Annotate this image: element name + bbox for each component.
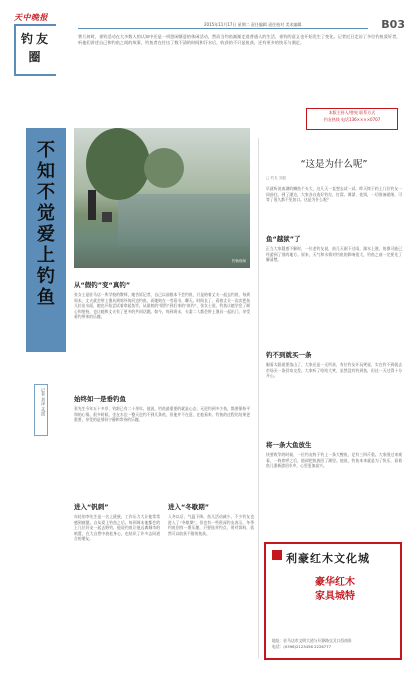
main-title: 不知不觉爱上钓鱼: [37, 140, 55, 308]
masthead: [14, 12, 74, 76]
page-number: B03: [381, 18, 405, 31]
right-article-title: “这是为什么呢”: [300, 159, 368, 170]
section-body: 入冬以后，气温下降，鱼儿活动减少，不少钓友也进入了“冬歇期”。但也有一些资深钓友表示，冬季钓鱼别有一番乐趣，只要选对钓点、用对饵料，依然可以收获不错的鱼获。: [168, 514, 254, 536]
main-title-box: [26, 128, 66, 352]
right-section-heading: 将一条大鱼放生: [266, 441, 312, 449]
ad-seal-icon: [272, 550, 282, 560]
section-heading: 进入“冬歇期”: [168, 503, 210, 511]
stamp-line-2: 钓友热线 电话136××××0707: [323, 117, 381, 122]
photo-caption: 钓鱼现场: [232, 259, 246, 263]
ad-main-line-1: 豪华红木: [315, 577, 355, 588]
section-body: 年轻的李先生是一名上班族，工作压力大让他常常感到疲惫。自从爱上钓鱼之后，每到周末他都会约上几位好友一起去野钓，他说钓鱼让他远离城市的喧嚣，在大自然中放松身心，也结识了许多志同道合的朋友。: [74, 514, 160, 542]
ad-main-line-2: 家具城特: [315, 591, 355, 602]
advertisement: [264, 542, 402, 660]
fishing-photo: [74, 128, 250, 268]
ad-phone: 电话：(0396)2123456 2226777: [272, 644, 332, 649]
right-article-byline: □ 钓友 刘振: [266, 176, 287, 180]
photo-person: [88, 190, 96, 220]
section-heading: 始终如一是垂钓鱼: [74, 395, 126, 403]
right-section-body: 快要收竿的时候，一位钓友终于钓上一条大鲤鱼，足有三四斤重。大家围过来观看，一阵欢呼之后，他却把鱼放回了湖里。他说，钓鱼本来就是为了快乐，看着鱼儿重新游回水中，心里更加高兴。: [266, 452, 402, 469]
section-body: 张先生今年五十多岁，钓龄已有二十余年。他说，钓鱼最重要的就是心态，无论钓到多少鱼，都要保持平和的心情。很多时候，坐在水边一整天也钓不到几条鱼，但他并不在意，在他看来，钓鱼的过程比结果更重要，享受的是那份宁静和等待的乐趣。: [74, 406, 250, 423]
issue-info: 2015年11月17日 星期二 责任编辑 责任校对 美术编辑: [204, 22, 302, 27]
stamp-line-1: 本版主持人/曾宪 联系方式: [328, 110, 376, 115]
contact-stamp: [306, 108, 398, 130]
ad-info: [272, 638, 398, 650]
newspaper-brand: 天中晚报: [14, 13, 48, 22]
header-rule: [78, 28, 368, 29]
section-frame: [14, 24, 56, 76]
section-heading: 从“假钓”变“真钓”: [74, 281, 131, 289]
page-intro: 曾几何时，垂钓活动在大多数人的认知中还是一项悠闲惬意的休闲活动，然而当钓鱼渐渐走进普通人的生活，垂钓的意义也开始发生了变化。记者近日走访了多位钓鱼爱好者，听他们讲述自己和钓鱼之间的故事，钓鱼者在付出了数不清的时间和汗水后，收获的不只是鱼获，还有更多的快乐与满足。: [78, 34, 401, 45]
main-byline: 记者 刘泽 文/图: [41, 388, 46, 416]
section-title: 钓友圈: [20, 32, 51, 64]
right-section-body: 眼看太阳就要落山了，大家还是一无所获，有位钓友开玩笑说，实在钓不到就去市场买一条回家交差。大家听了哈哈大笑，虽然没有钓到鱼，但这一天过得十分开心。: [266, 362, 402, 379]
photo-person: [102, 212, 112, 222]
right-section-heading: 鱼“越狱”了: [266, 235, 301, 243]
right-intro: 早就听说南湖的鲫鱼个头大，这几天一直想去试一试，昨天终于约上几位钓友一同前往。到了湖边，大家各自选好钓位，打窝、调漂、挂饵，一切准备就绪，可等了很久都不见鱼口。这是为什么呢？: [266, 186, 402, 203]
ad-address: 地址：驻马店市文明大道与开源路交叉口西南角: [272, 638, 352, 643]
section-body: 张女士是驻马店一所学校的教师，她告诉记者，自己以前根本不会钓鱼，只是陪着丈夫一起去钓鱼，每到周末，丈夫就会带上渔具到郊外的河边钓鱼，而她则在一旁看书、聊天。时间长了，看着丈夫一次次把鱼儿拉出水面，她也开始尝试着拿起鱼竿。从最初的“假钓”到后来的“真钓”，张女士说，钓鱼让她学会了耐心和坚持，也让她和丈夫有了更多的共同话题。如今，每到周末，夫妻二人都会带上渔具一起出门，享受垂钓带来的乐趣。: [74, 292, 250, 320]
right-section-body: 正当大家疑惑不解时，一位老钓友说，前几天刚下过雨，湖水上涨，鱼群可能已经游到了别的地方。原来，天气和水情对钓鱼的影响很大，钓鱼之前一定要先了解清楚。: [266, 246, 402, 263]
photo-tree: [144, 148, 184, 188]
newspaper-page: [8, 8, 407, 669]
column-rule: [258, 138, 259, 658]
ad-title: 利豪红木文化城: [286, 552, 370, 565]
right-section-heading: 钓不到就买一条: [266, 351, 312, 359]
section-heading: 进入“钒刺”: [74, 503, 109, 511]
photo-water: [118, 194, 250, 246]
ad-main-text: [284, 576, 386, 604]
